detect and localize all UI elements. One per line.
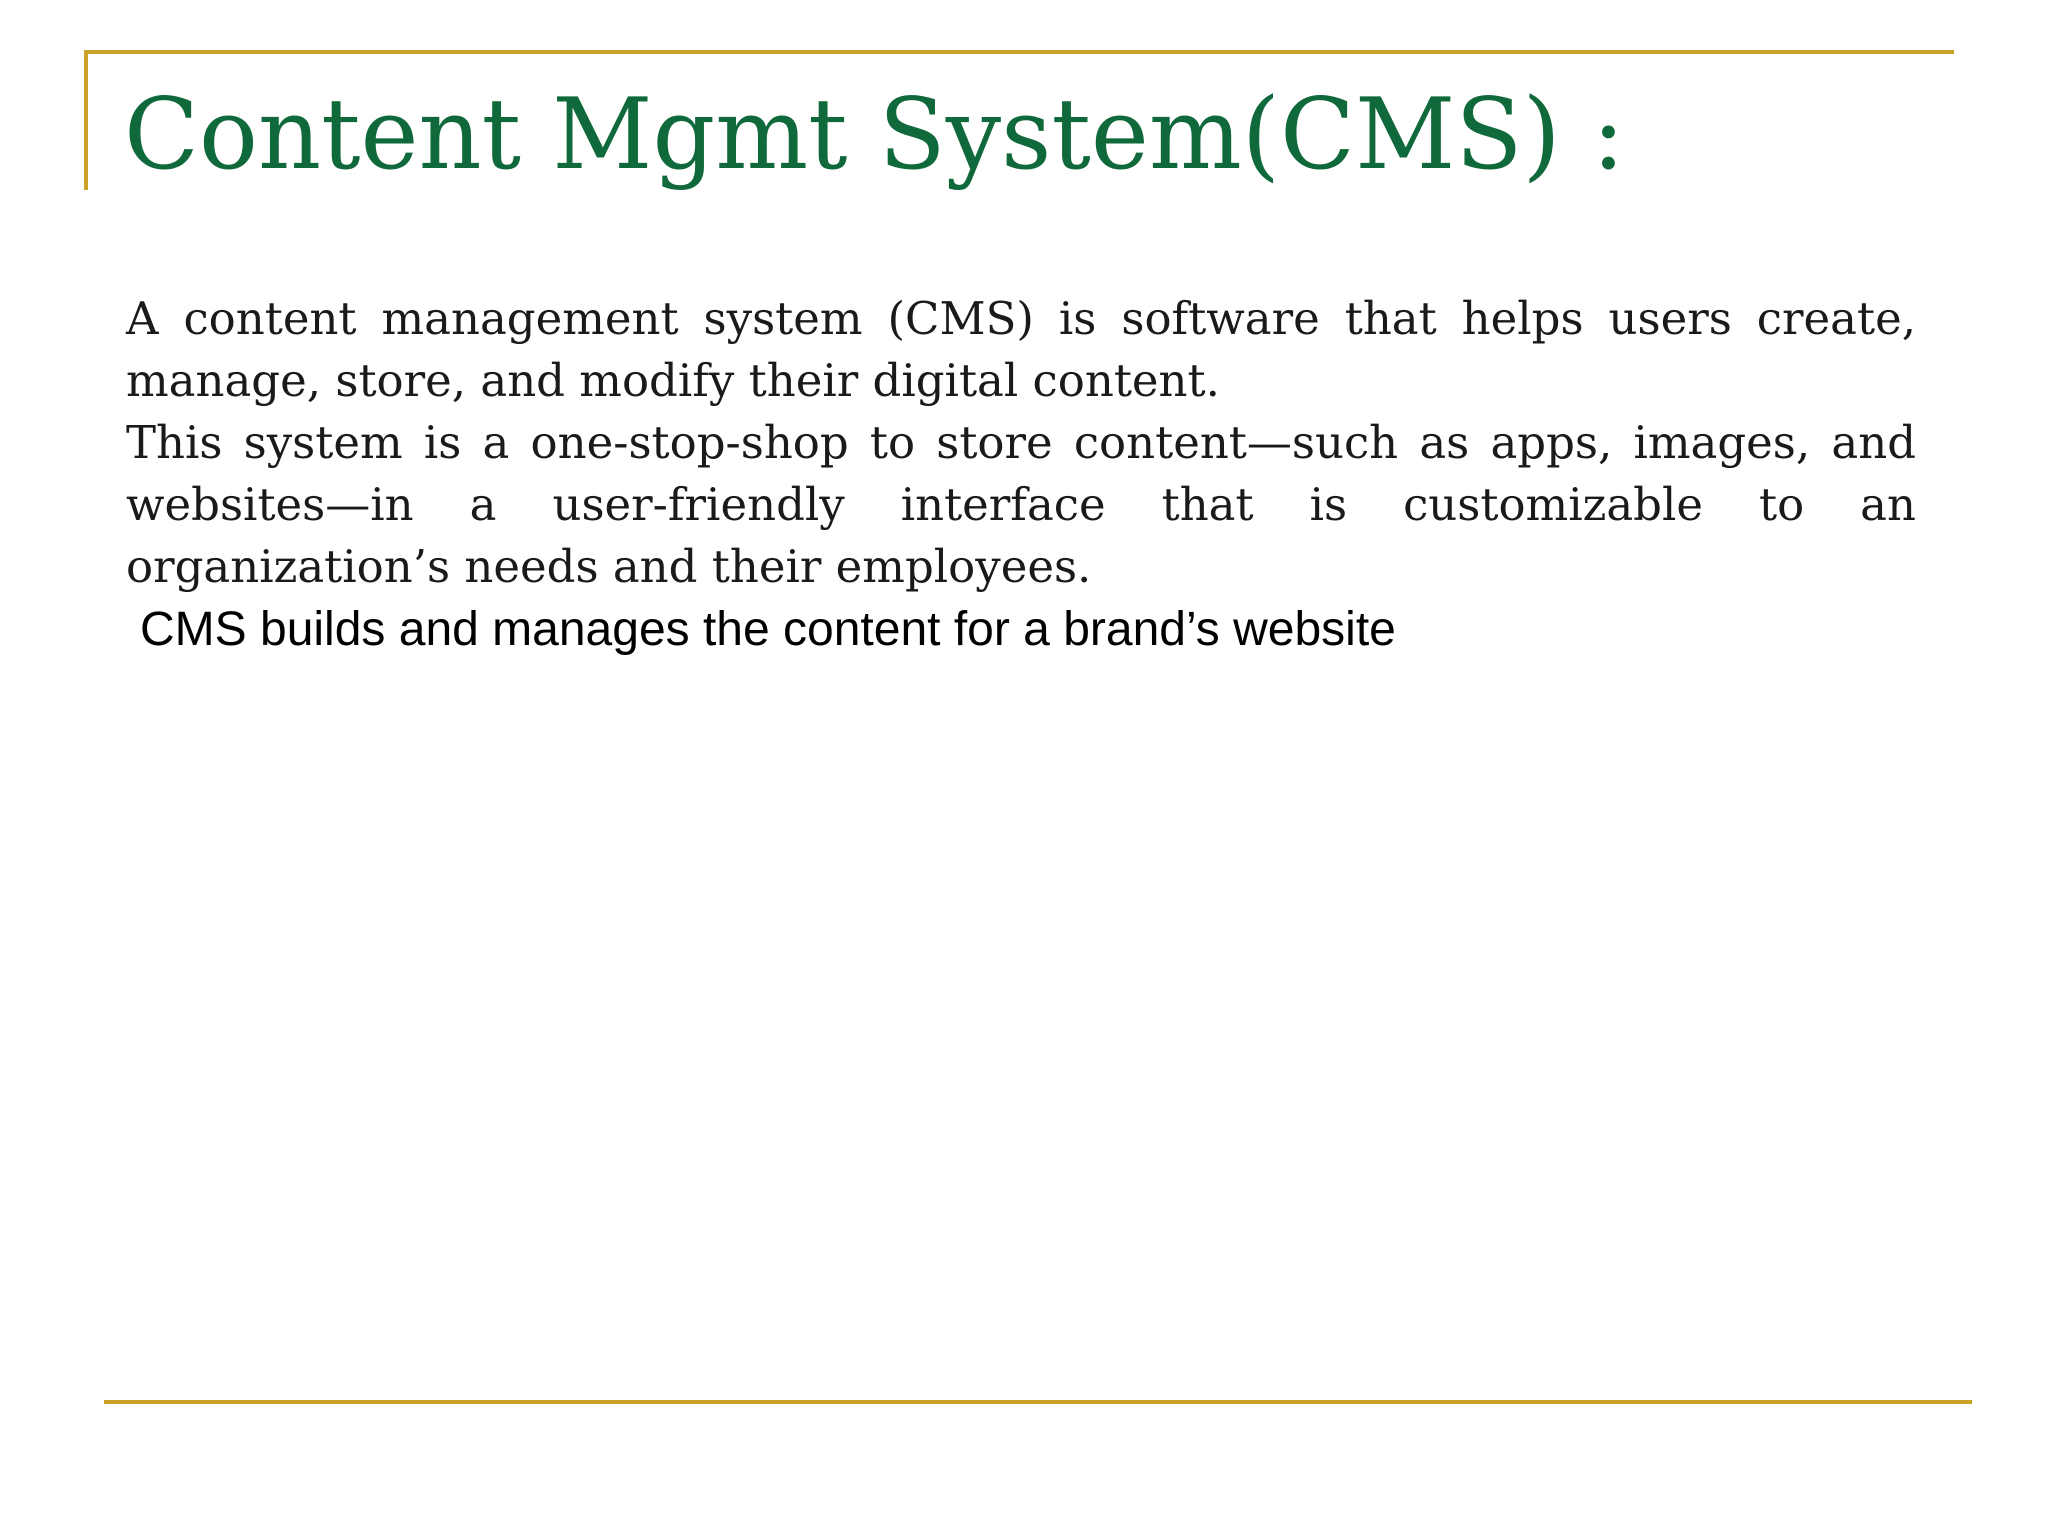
paragraph-description: This system is a one-stop-shop to store content—such as apps, images, and websites—in a user-friendly interface that is customizable to an organization’s needs and their employees. bbox=[126, 416, 1916, 593]
left-divider bbox=[84, 50, 88, 190]
callout-text: CMS builds and manages the content for a brand’s website bbox=[140, 603, 1396, 656]
paragraph-definition: A content management system (CMS) is software that helps users create, manage, store, and modify their digital content. bbox=[126, 292, 1916, 407]
slide-body bbox=[126, 288, 1916, 598]
slide-title: Content Mgmt System(CMS) : bbox=[124, 78, 1625, 192]
top-divider bbox=[84, 50, 1954, 54]
bottom-divider bbox=[104, 1400, 1972, 1404]
